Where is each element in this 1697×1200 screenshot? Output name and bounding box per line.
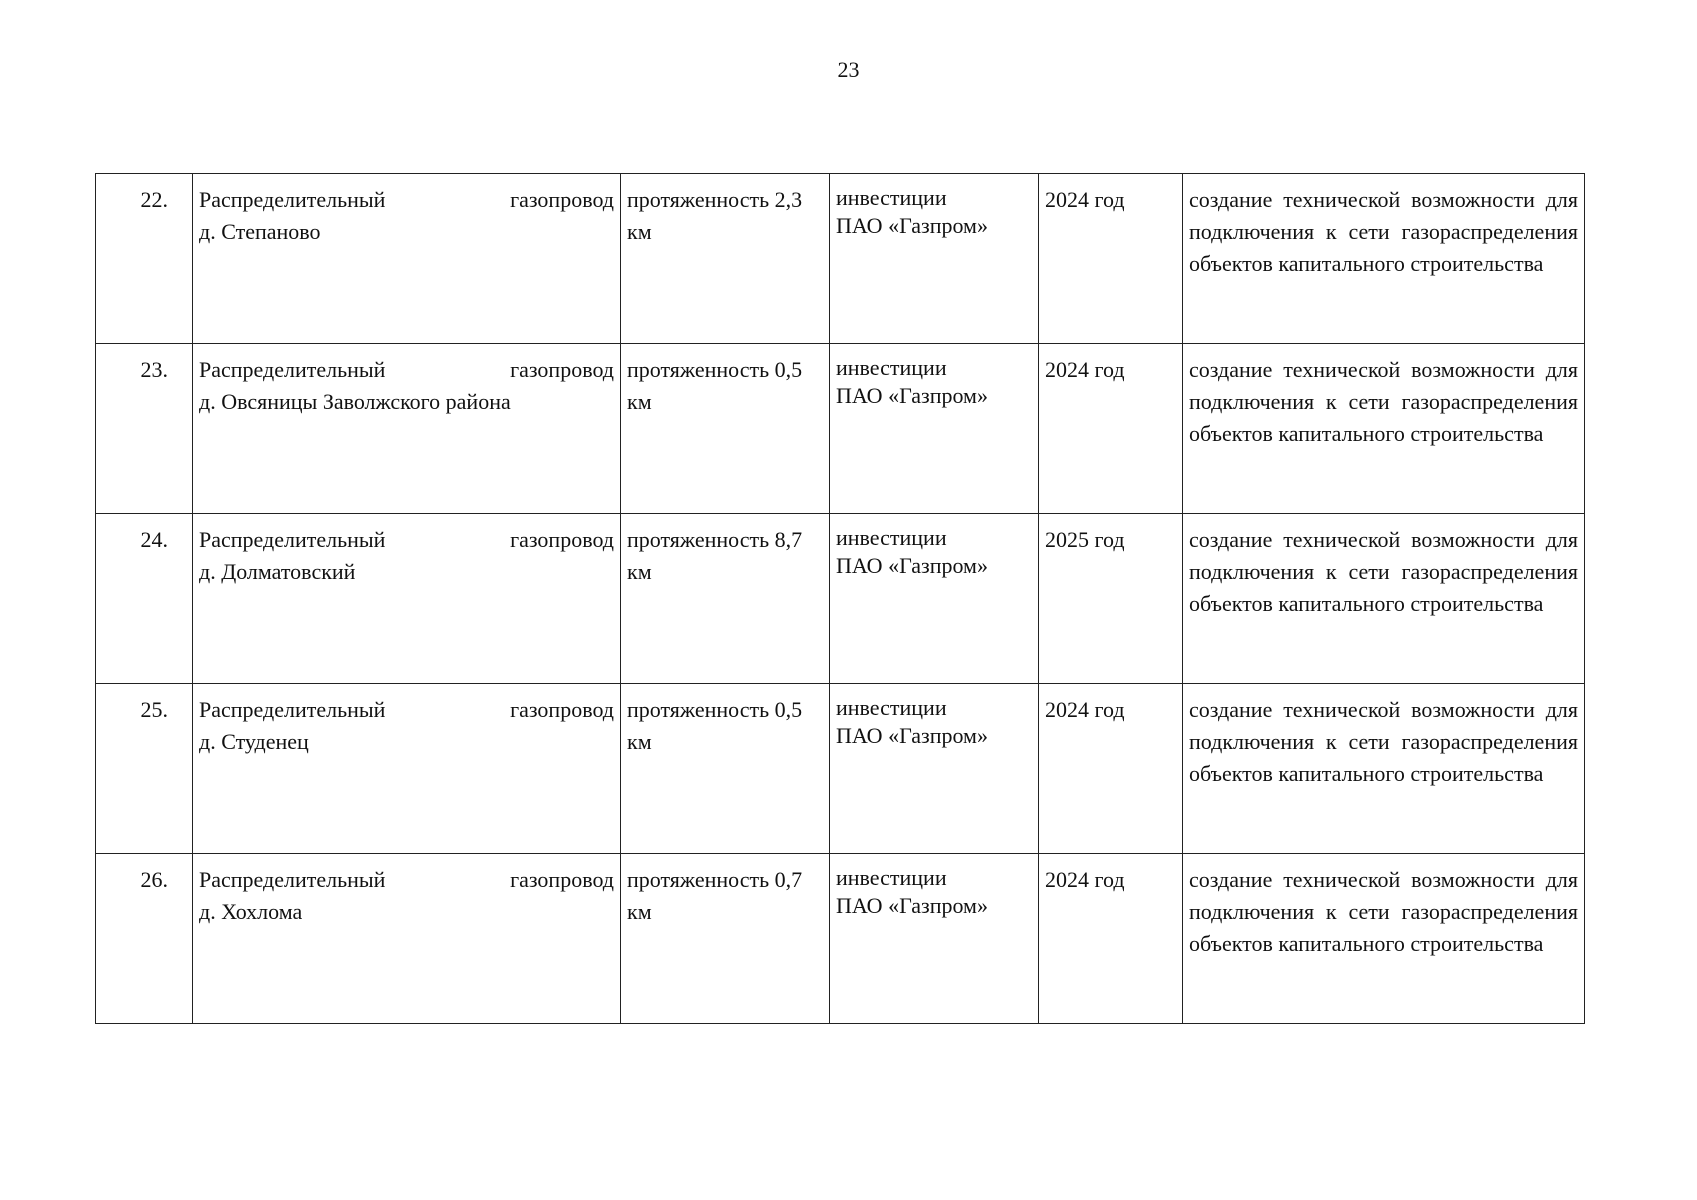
period-cell	[1039, 854, 1183, 1024]
length-text: протяженность 0,5 км	[627, 357, 803, 414]
purpose-cell	[1183, 514, 1585, 684]
purpose-cell	[1183, 684, 1585, 854]
purpose-text: создание технической возможности для подключения к сети газораспределения объектов капитального строительства	[1189, 867, 1578, 956]
page-number: 23	[837, 57, 860, 82]
period-cell	[1039, 344, 1183, 514]
table-row	[96, 684, 1585, 854]
object-name-cell	[193, 854, 621, 1024]
object-location: д. Степаново	[199, 219, 321, 244]
purpose-text: создание технической возможности для подключения к сети газораспределения объектов капитального строительства	[1189, 357, 1578, 446]
object-type: Распределительный	[199, 357, 386, 382]
funding-line1: инвестиции	[836, 525, 947, 550]
funding-cell	[830, 854, 1039, 1024]
object-type: Распределительный	[199, 187, 386, 212]
object-type: Распределительный	[199, 697, 386, 722]
row-number: 25.	[96, 684, 193, 854]
row-number: 22.	[96, 174, 193, 344]
object-kind: газопровод	[510, 697, 614, 722]
funding-line2: ПАО «Газпром»	[836, 213, 988, 238]
funding-cell	[830, 344, 1039, 514]
row-number: 26.	[96, 854, 193, 1024]
object-kind: газопровод	[510, 187, 614, 212]
period-text: 2024 год	[1045, 187, 1125, 212]
table-row	[96, 854, 1585, 1024]
funding-line1: инвестиции	[836, 865, 947, 890]
row-number: 23.	[96, 344, 193, 514]
funding-line2: ПАО «Газпром»	[836, 723, 988, 748]
length-cell	[621, 684, 830, 854]
object-location: д. Овсяницы Заволжского района	[199, 389, 511, 414]
length-text: протяженность 0,7 км	[627, 867, 803, 924]
funding-line1: инвестиции	[836, 695, 947, 720]
length-cell	[621, 174, 830, 344]
length-cell	[621, 854, 830, 1024]
period-cell	[1039, 174, 1183, 344]
length-text: протяженность 2,3 км	[627, 187, 803, 244]
funding-cell	[830, 514, 1039, 684]
length-cell	[621, 344, 830, 514]
object-kind: газопровод	[510, 357, 614, 382]
funding-line2: ПАО «Газпром»	[836, 383, 988, 408]
purpose-text: создание технической возможности для подключения к сети газораспределения объектов капитального строительства	[1189, 527, 1578, 616]
period-text: 2025 год	[1045, 527, 1125, 552]
purpose-text: создание технической возможности для подключения к сети газораспределения объектов капитального строительства	[1189, 697, 1578, 786]
funding-line2: ПАО «Газпром»	[836, 553, 988, 578]
object-kind: газопровод	[510, 527, 614, 552]
length-text: протяженность 0,5 км	[627, 697, 803, 754]
purpose-text: создание технической возможности для подключения к сети газораспределения объектов капитального строительства	[1189, 187, 1578, 276]
period-text: 2024 год	[1045, 697, 1125, 722]
object-location: д. Долматовский	[199, 559, 356, 584]
purpose-cell	[1183, 344, 1585, 514]
funding-line2: ПАО «Газпром»	[836, 893, 988, 918]
funding-cell	[830, 174, 1039, 344]
length-cell	[621, 514, 830, 684]
object-name-cell	[193, 344, 621, 514]
object-location: д. Хохлома	[199, 899, 303, 924]
table-row	[96, 174, 1585, 344]
row-number: 24.	[96, 514, 193, 684]
period-cell	[1039, 514, 1183, 684]
table-row	[96, 344, 1585, 514]
period-text: 2024 год	[1045, 867, 1125, 892]
length-text: протяженность 8,7 км	[627, 527, 803, 584]
table-row	[96, 514, 1585, 684]
object-type: Распределительный	[199, 867, 386, 892]
purpose-cell	[1183, 174, 1585, 344]
period-cell	[1039, 684, 1183, 854]
funding-line1: инвестиции	[836, 185, 947, 210]
period-text: 2024 год	[1045, 357, 1125, 382]
gas-pipeline-table	[95, 173, 1585, 1024]
funding-line1: инвестиции	[836, 355, 947, 380]
object-kind: газопровод	[510, 867, 614, 892]
funding-cell	[830, 684, 1039, 854]
object-name-cell	[193, 514, 621, 684]
object-name-cell	[193, 684, 621, 854]
object-type: Распределительный	[199, 527, 386, 552]
object-location: д. Студенец	[199, 729, 309, 754]
purpose-cell	[1183, 854, 1585, 1024]
object-name-cell	[193, 174, 621, 344]
